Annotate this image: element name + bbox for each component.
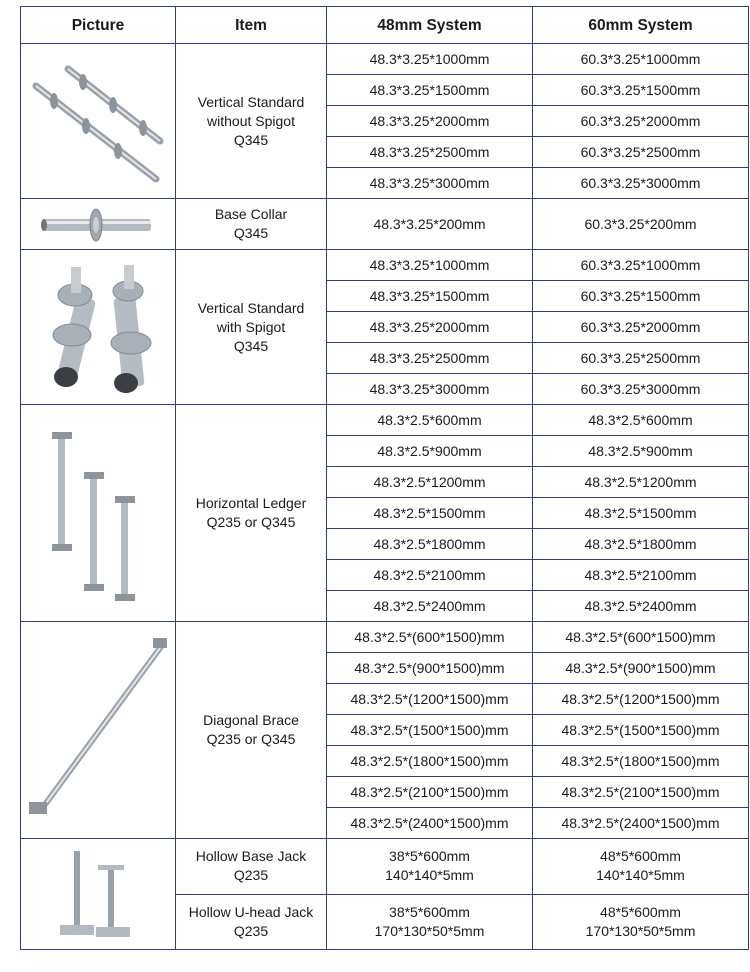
cell-line: Q345 [233,225,269,241]
item-cell [176,44,327,199]
spec-48mm-cell: 48.3*2.5*(900*1500)mm [327,653,533,684]
spec-48mm-cell: 48.3*3.25*2500mm [327,137,533,168]
spec-60mm-cell: 60.3*3.25*2500mm [533,137,749,168]
picture-cell [21,405,176,622]
vertical-standard-with-spigot-image [28,257,168,397]
spec-60mm-cell: 48.3*2.5*(600*1500)mm [533,622,749,653]
spec-60mm-cell: 60.3*3.25*2000mm [533,312,749,343]
picture-cell [21,199,176,250]
spec-48mm-cell: 48.3*2.5*600mm [327,405,533,436]
spec-48mm-cell: 48.3*3.25*2000mm [327,312,533,343]
picture-cell [21,250,176,405]
spec-60mm-cell: 48.3*2.5*(2100*1500)mm [533,777,749,808]
cell-line: Vertical Standard [197,299,305,316]
spec-60mm-cell: 48.3*2.5*(1800*1500)mm [533,746,749,777]
spec-48mm-cell: 48.3*3.25*1000mm [327,44,533,75]
cell-line: Q345 [233,131,269,148]
spec-60mm-cell [533,839,749,895]
cell-line: 170*130*50*5mm [374,922,485,939]
table-row [21,44,749,75]
spec-48mm-cell: 48.3*2.5*1200mm [327,467,533,498]
spec-60mm-cell: 48.3*2.5*(1200*1500)mm [533,684,749,715]
picture-cell [21,44,176,199]
cell-line: Horizontal Ledger [195,495,307,511]
cell-line: 170*130*50*5mm [585,922,696,939]
header-48mm-system: 48mm System [327,7,533,44]
spec-48mm-cell: 48.3*2.5*1500mm [327,498,533,529]
spec-60mm-cell: 48.3*2.5*(2400*1500)mm [533,808,749,839]
spec-60mm-cell: 60.3*3.25*1000mm [533,44,749,75]
spec-60mm-cell: 60.3*3.25*200mm [533,199,749,250]
cell-line: 48*5*600mm [600,848,681,865]
spec-48mm-cell: 48.3*2.5*1800mm [327,529,533,560]
cell-line: Diagonal Brace [203,712,299,728]
spec-60mm-cell: 60.3*3.25*2000mm [533,106,749,137]
cell-line: Q235 or Q345 [206,514,296,530]
spec-60mm-cell: 48.3*2.5*2400mm [533,591,749,622]
header-item: Item [176,7,327,44]
spec-48mm-cell: 48.3*2.5*900mm [327,436,533,467]
cell-line: without Spigot [207,112,295,129]
spec-60mm-cell: 60.3*3.25*1500mm [533,75,749,106]
spec-48mm-cell: 48.3*2.5*(1200*1500)mm [327,684,533,715]
picture-cell [21,622,176,839]
horizontal-ledger-image [28,418,168,608]
spec-60mm-cell: 48.3*2.5*(900*1500)mm [533,653,749,684]
spec-60mm-cell: 48.3*2.5*1800mm [533,529,749,560]
spec-48mm-cell: 48.3*2.5*(1500*1500)mm [327,715,533,746]
cell-line: Q235 [233,922,269,939]
spec-60mm-cell: 60.3*3.25*2500mm [533,343,749,374]
header-picture: Picture [21,7,176,44]
table-row [21,250,749,281]
cell-line: 48*5*600mm [600,903,681,920]
spec-48mm-cell [327,894,533,950]
spec-48mm-cell: 48.3*3.25*200mm [327,199,533,250]
item-cell [176,250,327,405]
spec-60mm-cell: 60.3*3.25*3000mm [533,374,749,405]
spec-60mm-cell: 60.3*3.25*1000mm [533,250,749,281]
spec-48mm-cell: 48.3*2.5*(2100*1500)mm [327,777,533,808]
cell-line: Q235 or Q345 [206,731,296,747]
spec-60mm-cell: 60.3*3.25*3000mm [533,168,749,199]
cell-line: 140*140*5mm [385,867,474,884]
cell-line: Hollow U-head Jack [188,903,314,920]
vertical-standard-without-spigot-image [28,51,168,191]
cell-line: 38*5*600mm [389,903,470,920]
cell-line: with Spigot [216,318,286,335]
item-cell [176,622,327,839]
table-row [21,839,749,895]
spec-48mm-cell: 48.3*2.5*(1800*1500)mm [327,746,533,777]
spec-60mm-cell: 48.3*2.5*2100mm [533,560,749,591]
spec-48mm-cell: 48.3*3.25*3000mm [327,374,533,405]
cell-line: Q235 [233,867,269,884]
spec-60mm-cell: 48.3*2.5*1200mm [533,467,749,498]
spec-60mm-cell: 48.3*2.5*1500mm [533,498,749,529]
cell-line: Vertical Standard [197,93,305,110]
base-collar-image [28,199,168,249]
item-cell [176,199,327,250]
cell-line: 38*5*600mm [389,848,470,865]
cell-line: Hollow Base Jack [195,848,307,865]
spec-48mm-cell: 48.3*3.25*1500mm [327,281,533,312]
item-cell [176,405,327,622]
spec-48mm-cell: 48.3*2.5*(2400*1500)mm [327,808,533,839]
cell-line: 140*140*5mm [596,867,685,884]
spec-48mm-cell: 48.3*2.5*(600*1500)mm [327,622,533,653]
cell-line: Q345 [233,337,269,354]
spec-60mm-cell: 60.3*3.25*1500mm [533,281,749,312]
diagonal-brace-image [23,630,173,830]
table-row [21,405,749,436]
spec-60mm-cell: 48.3*2.5*(1500*1500)mm [533,715,749,746]
spec-48mm-cell: 48.3*2.5*2400mm [327,591,533,622]
spec-48mm-cell: 48.3*2.5*2100mm [327,560,533,591]
spec-table [20,6,749,950]
cell-line: Base Collar [214,206,288,222]
header-60mm-system: 60mm System [533,7,749,44]
spec-48mm-cell: 48.3*3.25*2500mm [327,343,533,374]
item-cell [176,894,327,950]
table-row [21,622,749,653]
spec-48mm-cell: 48.3*3.25*1000mm [327,250,533,281]
spec-48mm-cell: 48.3*3.25*1500mm [327,75,533,106]
spec-60mm-cell [533,894,749,950]
picture-cell [21,839,176,950]
spec-48mm-cell: 48.3*3.25*3000mm [327,168,533,199]
spec-60mm-cell: 48.3*2.5*900mm [533,436,749,467]
table-row [21,199,749,250]
base-jack-and-u-head-jack-image [38,839,158,949]
item-cell [176,839,327,895]
spec-48mm-cell [327,839,533,895]
spec-48mm-cell: 48.3*3.25*2000mm [327,106,533,137]
spec-60mm-cell: 48.3*2.5*600mm [533,405,749,436]
